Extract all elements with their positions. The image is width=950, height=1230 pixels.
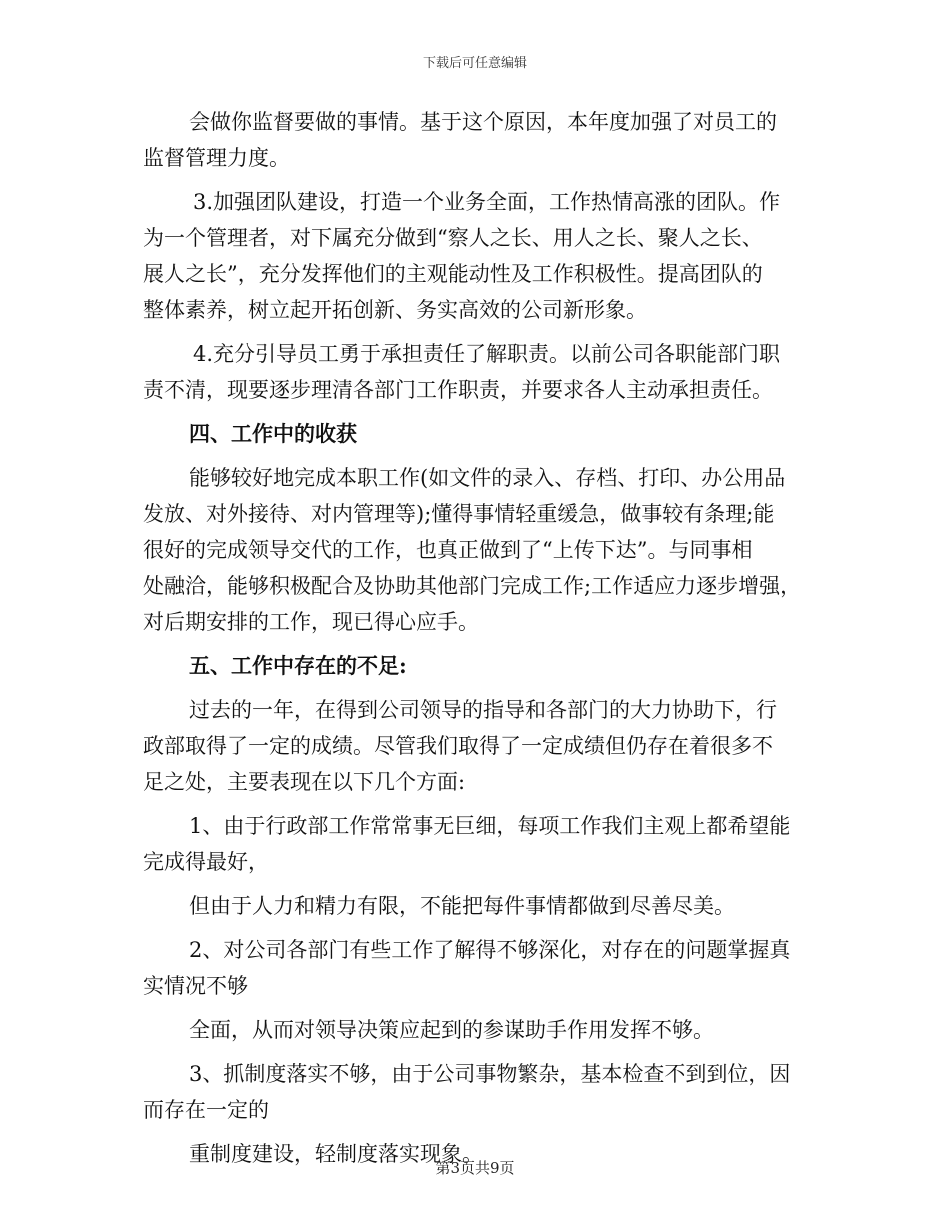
section-heading: 五、工作中存在的不足: (189, 653, 407, 678)
page-footer: 第3页共9页 (435, 1159, 515, 1177)
paragraph-line: 2、对公司各部门有些工作了解得不够深化，对存在的问题掌握真 (189, 938, 791, 962)
paragraph-line: 但由于人力和精力有限，不能把每件事情都做到尽善尽美。 (189, 894, 735, 918)
document-body (143, 104, 811, 1172)
paragraph-line: 能够较好地完成本职工作(如文件的录入、存档、打印、办公用品 (189, 466, 786, 490)
paragraph-line: 很好的完成领导交代的工作，也真正做到了“上传下达”。与同事相 (143, 538, 753, 562)
paragraph-line: 重制度建设，轻制度落实现象。 (189, 1142, 483, 1166)
paragraph-line: 而存在一定的 (143, 1098, 269, 1122)
paragraph-line: 3.加强团队建设，打造一个业务全面，工作热情高涨的团队。作 (193, 190, 781, 214)
paragraph-line: 完成得最好， (143, 850, 269, 874)
paragraph-line: 责不清，现要逐步理清各部门工作职责，并要求各人主动承担责任。 (143, 378, 773, 402)
paragraph-line: 全面，从而对领导决策应起到的参谋助手作用发挥不够。 (189, 1018, 714, 1042)
paragraph-line: 展人之长”，充分发挥他们的主观能动性及工作积极性。提高团队的 (143, 262, 763, 286)
paragraph-line: 4.充分引导员工勇于承担责任了解职责。以前公司各职能部门职 (193, 342, 781, 366)
paragraph-line: 过去的一年，在得到公司领导的指导和各部门的大力协助下，行 (189, 698, 777, 722)
paragraph-line: 足之处，主要表现在以下几个方面: (143, 770, 466, 794)
paragraph-line: 为一个管理者，对下属充分做到“察人之长、用人之长、聚人之长、 (143, 226, 763, 250)
paragraph-line: 政部取得了一定的成绩。尽管我们取得了一定成绩但仍存在着很多不 (143, 734, 773, 758)
paragraph-line: 监督管理力度。 (143, 146, 290, 170)
paragraph-line: 发放、对外接待、对内管理等);懂得事情轻重缓急，做事较有条理;能 (143, 502, 775, 526)
paragraph-line: 会做你监督要做的事情。基于这个原因，本年度加强了对员工的 (189, 110, 777, 134)
paragraph-line: 处融洽，能够积极配合及协助其他部门完成工作;工作适应力逐步增强， (143, 574, 802, 598)
paragraph-line: 实情况不够 (143, 974, 248, 998)
paragraph-line: 整体素养，树立起开拓创新、务实高效的公司新形象。 (143, 298, 647, 322)
paragraph-line: 对后期安排的工作，现已得心应手。 (143, 610, 479, 634)
page-header: 下载后可任意编辑 (422, 56, 527, 71)
paragraph-line: 1、由于行政部工作常常事无巨细，每项工作我们主观上都希望能 (189, 814, 791, 838)
paragraph-line: 3、抓制度落实不够，由于公司事物繁杂，基本检查不到到位，因 (189, 1062, 791, 1086)
section-heading: 四、工作中的收获 (189, 421, 357, 446)
